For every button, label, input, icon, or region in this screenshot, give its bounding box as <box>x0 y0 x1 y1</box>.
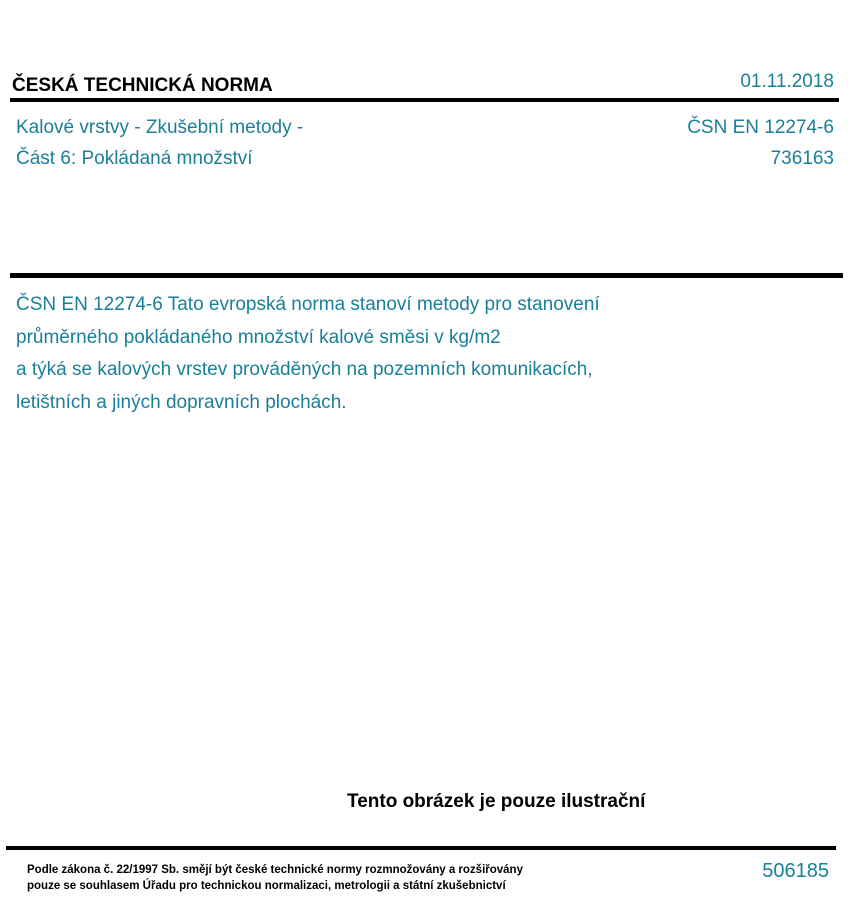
standard-code: ČSN EN 12274-6 <box>687 117 834 138</box>
abstract-divider <box>10 273 843 278</box>
legal-line: pouze se souhlasem Úřadu pro technickou normalizaci, metrologii a státní zkušebnictví <box>27 880 506 892</box>
document-title-line1: Kalové vrstvy - Zkušební metody - <box>16 117 304 138</box>
norma-title: ČESKÁ TECHNICKÁ NORMA <box>12 75 273 96</box>
illustration-note: Tento obrázek je pouze ilustrační <box>347 791 646 812</box>
legal-notice <box>27 862 523 894</box>
header-divider <box>10 98 839 102</box>
abstract-line: a týká se kalových vrstev prováděných na pozemních komunikacích, <box>16 359 593 380</box>
abstract-line: ČSN EN 12274-6 Tato evropská norma stanoví metody pro stanovení <box>16 294 600 315</box>
footer-divider <box>6 846 836 850</box>
document-title-line2: Část 6: Pokládaná množství <box>16 148 253 169</box>
abstract-line: průměrného pokládaného množství kalové směsi v kg/m2 <box>16 326 501 348</box>
classification-number: 736163 <box>770 148 834 169</box>
document-number: 506185 <box>762 860 829 882</box>
legal-line: Podle zákona č. 22/1997 Sb. smějí být české technické normy rozmnožovány a rozšiřovány <box>27 864 523 876</box>
abstract-text <box>16 289 600 419</box>
publication-date: 01.11.2018 <box>740 71 834 92</box>
abstract-line: letištních a jiných dopravních plochách. <box>16 391 347 413</box>
